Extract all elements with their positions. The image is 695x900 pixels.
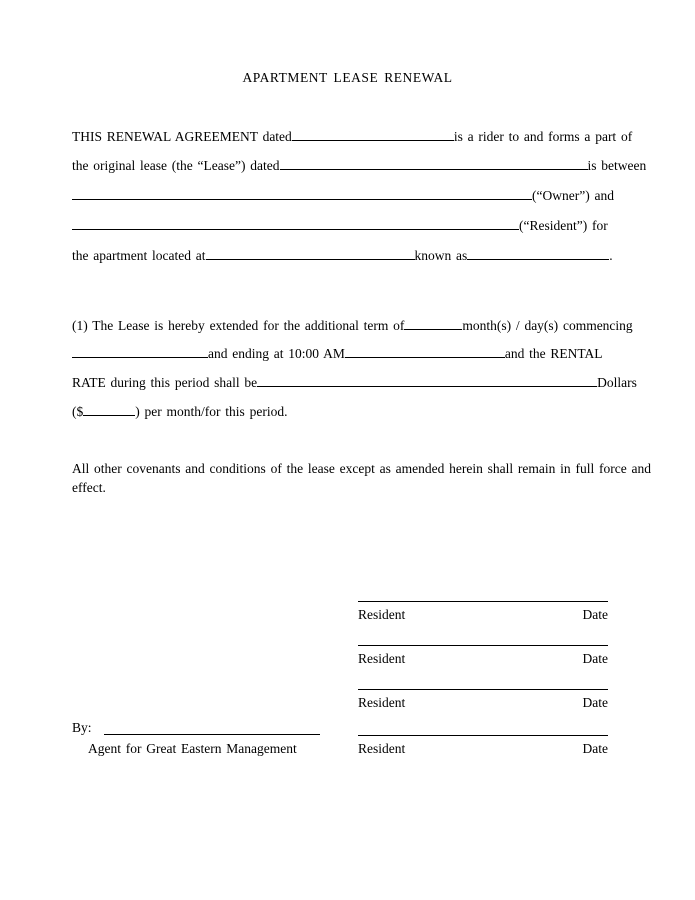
intro-line-1-text-a: THIS RENEWAL AGREEMENT dated [72,129,292,144]
signature-date-label-1: Date [582,607,608,622]
closing-paragraph-text-2: effect. [72,480,106,495]
page-title: APARTMENT LEASE RENEWAL [242,70,453,85]
rental-rate-words-blank[interactable] [257,375,597,387]
clause1-line-4 [72,404,287,420]
signature-labels-4 [358,741,608,756]
apartment-address-blank[interactable] [206,248,415,260]
clause1-line-2 [72,346,603,362]
clause1-line-4-text-a: ($ [72,404,84,419]
signature-rule-3[interactable] [358,689,608,690]
closing-paragraph-text-1: All other covenants and conditions of the lease except as amended herein shall remain in full force and [72,461,651,476]
intro-line-3 [72,188,614,204]
signature-rule-4[interactable] [358,735,608,736]
owner-name-blank[interactable] [72,188,532,200]
clause1-line-4-text-b: ) per month/for this period. [135,404,288,419]
by-label: By: [72,720,92,735]
clause1-line-1 [72,318,633,334]
clause1-line-3-text-a: RATE during this period shall be [72,375,258,390]
date-blank-1[interactable] [292,129,454,141]
rental-rate-amount-blank[interactable] [83,404,135,416]
intro-line-2-text-a: the original lease (the “Lease”) dated [72,158,280,173]
intro-line-2 [72,158,646,174]
term-length-blank[interactable] [404,318,462,330]
intro-line-3-text-b: (“Owner”) and [532,188,614,203]
commencing-date-blank[interactable] [72,346,208,358]
intro-line-4 [72,218,608,234]
intro-line-4-text-b: (“Resident”) for [519,218,608,233]
signature-resident-label-3: Resident [358,695,406,710]
signature-date-label-2: Date [582,651,608,666]
signature-rule-2[interactable] [358,645,608,646]
clause1-line-1-text-a: (1) The Lease is hereby extended for the additional term of [72,318,405,333]
signature-resident-label-2: Resident [358,651,406,666]
ending-date-blank[interactable] [345,346,505,358]
signature-date-label-3: Date [582,695,608,710]
signature-labels-3 [358,695,608,710]
resident-name-blank[interactable] [72,218,519,230]
intro-line-5-text-a: the apartment located at [72,248,206,263]
signature-labels-2 [358,651,608,666]
intro-line-5 [72,248,613,264]
signature-resident-label-4: Resident [358,741,406,756]
intro-line-1 [72,129,632,145]
intro-line-1-text-b: is a rider to and forms a part of [453,129,633,144]
clause1-line-3 [72,375,637,391]
agent-signature-rule[interactable] [104,734,320,735]
closing-paragraph-line-1 [72,461,651,477]
agent-label: Agent for Great Eastern Management [88,741,297,756]
original-lease-date-blank[interactable] [280,158,588,170]
clause1-line-3-text-b: Dollars [597,375,637,390]
intro-line-5-text-b: known as [414,248,468,263]
intro-line-2-text-b: is between [587,158,647,173]
signature-rule-1[interactable] [358,601,608,602]
signature-labels-1 [358,607,608,622]
signature-date-label-4: Date [582,741,608,756]
signature-resident-label-1: Resident [358,607,406,622]
closing-paragraph-line-2 [72,480,106,496]
apartment-known-as-blank[interactable] [467,248,609,260]
clause1-line-2-text-b: and ending at 10:00 AM [208,346,345,361]
intro-line-5-text-c: . [609,248,613,263]
clause1-line-1-text-b: month(s) / day(s) commencing [462,318,633,333]
clause1-line-2-text-c: and the RENTAL [504,346,603,361]
